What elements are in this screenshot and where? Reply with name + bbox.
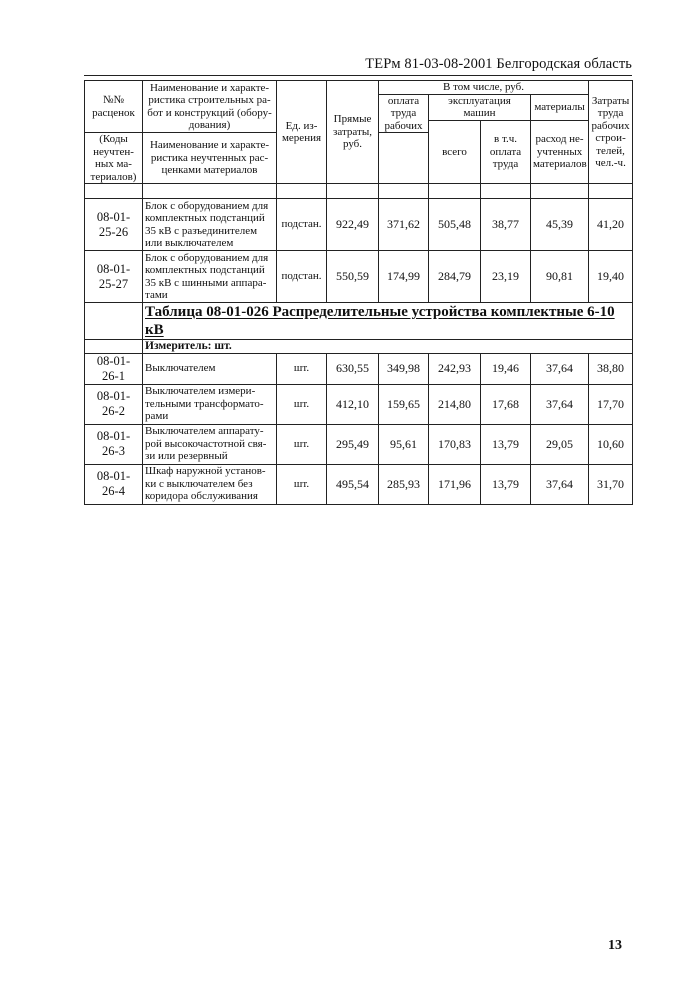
row-name: Блок с оборудованием для комплектных подстанций 35 кВ с разъединителем или выключателем [143, 199, 277, 251]
table-row [85, 199, 633, 251]
header-rule [84, 75, 632, 76]
row-machine-wages: 13,79 [481, 424, 531, 464]
header-unit: Ед. из- мерения [277, 81, 327, 184]
header-labor: Затраты труда рабочих строи- телей, чел.-ч. [589, 81, 633, 184]
document-header: ТЕРм 81-03-08-2001 Белгородская область [365, 56, 632, 72]
row-direct: 550,59 [327, 251, 379, 303]
row-machine-wages: 13,79 [481, 464, 531, 504]
table-row [85, 464, 633, 504]
row-code: 08-01- 26-1 [85, 353, 143, 384]
row-wages: 174,99 [379, 251, 429, 303]
row-materials: 90,81 [531, 251, 589, 303]
row-direct: 630,55 [327, 353, 379, 384]
row-name: Выключателем [143, 353, 277, 384]
row-machine-wages: 38,77 [481, 199, 531, 251]
row-machines: 214,80 [429, 384, 481, 424]
table-row [85, 384, 633, 424]
table-row [85, 251, 633, 303]
row-labor: 19,40 [589, 251, 633, 303]
header-name-alt: Наименование и характе- ристика неучтенных рас- ценками материалов [143, 133, 277, 184]
row-direct: 922,49 [327, 199, 379, 251]
table-title: Таблица 08-01-026 Распределительные устройства комплектные 6-10 кВ [143, 303, 633, 340]
row-machines: 242,93 [429, 353, 481, 384]
row-materials: 37,64 [531, 353, 589, 384]
row-unit: шт. [277, 384, 327, 424]
header-materials: материалы [531, 94, 589, 120]
header-machines-wages: в т.ч. оплата труда [481, 120, 531, 184]
row-machines: 171,96 [429, 464, 481, 504]
row-unit: шт. [277, 353, 327, 384]
row-labor: 10,60 [589, 424, 633, 464]
row-unit: шт. [277, 424, 327, 464]
row-code: 08-01- 26-4 [85, 464, 143, 504]
header-direct-costs: Прямые затраты, руб. [327, 81, 379, 184]
row-name: Блок с оборудованием для комплектных подстанций 35 кВ с шинными аппара- тами [143, 251, 277, 303]
header-including: В том числе, руб. [379, 81, 589, 95]
row-wages: 349,98 [379, 353, 429, 384]
row-machines: 284,79 [429, 251, 481, 303]
header-name: Наименование и характе- ристика строительных ра- бот и конструкций (обору- дования) [143, 81, 277, 133]
header-machines: эксплуатация машин [429, 94, 531, 120]
table-row [85, 424, 633, 464]
row-machine-wages: 19,46 [481, 353, 531, 384]
row-wages: 285,93 [379, 464, 429, 504]
header-unaccounted-materials: расход не- учтенных материалов [531, 120, 589, 184]
row-name: Шкаф наружной установ- ки с выключателем без коридора обслуживания [143, 464, 277, 504]
row-materials: 29,05 [531, 424, 589, 464]
row-labor: 17,70 [589, 384, 633, 424]
row-materials: 37,64 [531, 464, 589, 504]
row-unit: подстан. [277, 251, 327, 303]
row-machine-wages: 17,68 [481, 384, 531, 424]
row-code: 08-01- 25-26 [85, 199, 143, 251]
header-wages: оплата труда рабочих [379, 94, 429, 133]
row-materials: 37,64 [531, 384, 589, 424]
measure-unit: Измеритель: шт. [143, 340, 633, 354]
row-machine-wages: 23,19 [481, 251, 531, 303]
row-direct: 412,10 [327, 384, 379, 424]
header-machines-total: всего [429, 120, 481, 184]
row-labor: 38,80 [589, 353, 633, 384]
row-machines: 505,48 [429, 199, 481, 251]
rates-table [84, 80, 633, 505]
row-name: Выключателем измери- тельными трансформато- рами [143, 384, 277, 424]
row-unit: подстан. [277, 199, 327, 251]
header-code: №№ расценок [85, 81, 143, 133]
row-name: Выключателем аппарату- рой высокочастотной свя- зи или резервный [143, 424, 277, 464]
row-code: 08-01- 26-2 [85, 384, 143, 424]
row-code: 08-01- 26-3 [85, 424, 143, 464]
table-row [85, 353, 633, 384]
row-machines: 170,83 [429, 424, 481, 464]
row-direct: 495,54 [327, 464, 379, 504]
row-wages: 159,65 [379, 384, 429, 424]
row-materials: 45,39 [531, 199, 589, 251]
header-code-alt: (Коды неучтен- ных ма- териалов) [85, 133, 143, 184]
row-wages: 371,62 [379, 199, 429, 251]
row-wages: 95,61 [379, 424, 429, 464]
row-direct: 295,49 [327, 424, 379, 464]
row-code: 08-01- 25-27 [85, 251, 143, 303]
row-unit: шт. [277, 464, 327, 504]
row-labor: 41,20 [589, 199, 633, 251]
page-number: 13 [608, 938, 622, 953]
row-labor: 31,70 [589, 464, 633, 504]
